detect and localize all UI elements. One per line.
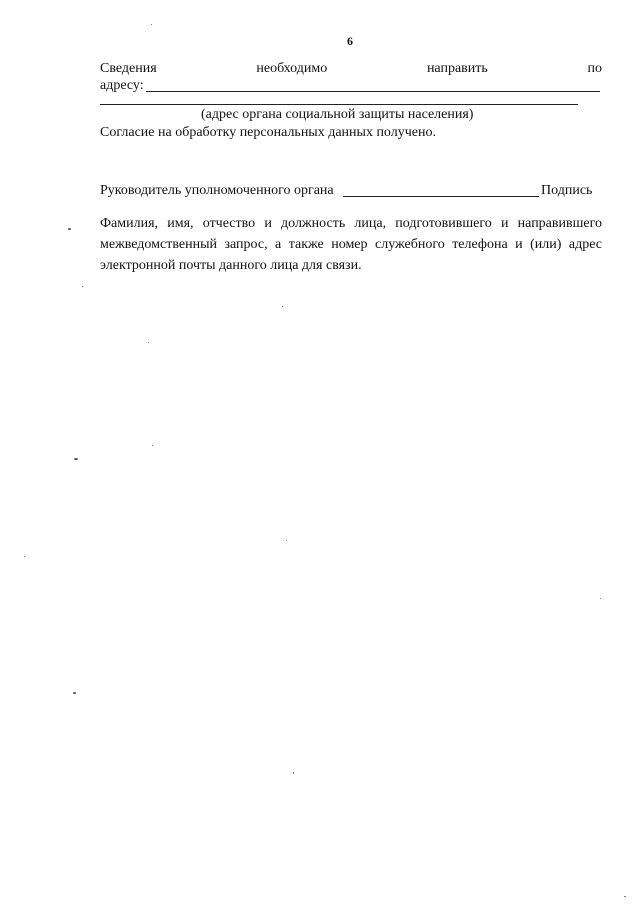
scan-speck bbox=[282, 306, 283, 307]
address-label: адресу: bbox=[100, 78, 144, 93]
scan-speck bbox=[151, 24, 152, 25]
address-caption: (адрес органа социальной защиты населения) bbox=[201, 107, 474, 122]
scan-speck bbox=[600, 598, 601, 599]
scan-speck bbox=[293, 772, 294, 774]
word-neobkhodimo: необходимо bbox=[256, 61, 328, 76]
scan-speck bbox=[68, 228, 71, 230]
word-po: по bbox=[587, 61, 602, 76]
signature-blank-line bbox=[343, 196, 539, 197]
head-of-authority-label: Руководитель уполномоченного органа bbox=[100, 183, 334, 198]
scan-speck bbox=[24, 556, 25, 557]
word-napravit: направить bbox=[426, 61, 488, 76]
word-svedeniya: Сведения bbox=[100, 61, 157, 76]
address-blank-line-2 bbox=[100, 104, 578, 105]
sending-instruction-row bbox=[100, 60, 602, 77]
scan-speck bbox=[148, 342, 149, 343]
address-blank-line-1 bbox=[146, 91, 600, 92]
contact-person-paragraph: Фамилия, имя, отчество и должность лица, подготовившего и направившего межведомственный запрос, а также номер служебного телефона и (или) адрес электронной почты данного лица для связи. bbox=[100, 216, 602, 273]
signature-label: Подпись bbox=[541, 183, 593, 198]
scan-speck bbox=[74, 458, 78, 460]
scan-speck bbox=[73, 692, 76, 694]
consent-statement: Согласие на обработку персональных данных получено. bbox=[100, 125, 436, 140]
page-number: 6 bbox=[347, 34, 353, 48]
scan-speck bbox=[152, 445, 153, 446]
scan-speck bbox=[82, 286, 83, 287]
scan-speck bbox=[624, 896, 626, 897]
scan-speck bbox=[286, 540, 287, 541]
